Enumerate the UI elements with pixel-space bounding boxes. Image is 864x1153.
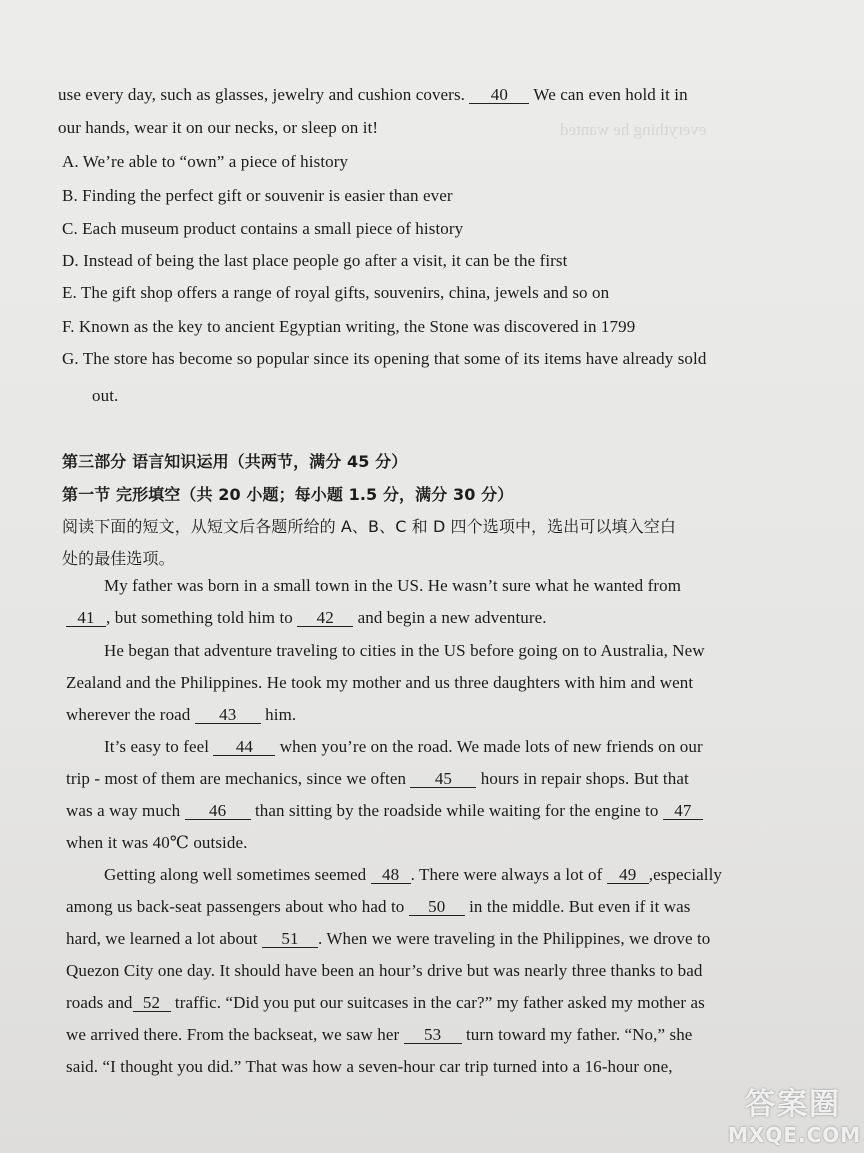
passage-p2-line-3: wherever the road 43 him.	[66, 705, 297, 724]
passage-p3-line-1: It’s easy to feel 44 when you’re on the road. We made lots of new friends on our	[104, 737, 703, 756]
blank-41[interactable]: 41	[66, 609, 106, 627]
blank-44[interactable]: 44	[213, 738, 275, 756]
option-e: E. The gift shop offers a range of royal gifts, souvenirs, china, jewels and so on	[62, 283, 610, 302]
passage-p4-line-3: hard, we learned a lot about 51 . When we were traveling in the Philippines, we drove to	[66, 929, 711, 948]
instruction-line-2: 处的最佳选项。	[62, 549, 175, 568]
passage-p4-line-7: said. “I thought you did.” That was how a seven-hour car trip turned into a 16-hour one,	[66, 1057, 673, 1076]
option-g-continued: out.	[92, 386, 119, 405]
blank-42[interactable]: 42	[297, 609, 353, 627]
passage-p4-line-1: Getting along well sometimes seemed 48 . There were always a lot of 49 ,especially	[104, 865, 723, 884]
passage-p1-line-2: 41 , but something told him to 42 and begin a new adventure.	[66, 608, 547, 628]
passage-p4-line-5: roads and 52 traffic. “Did you put our suitcases in the car?” my father asked my mother as	[66, 993, 705, 1012]
reading-line-2: our hands, wear it on our necks, or sleep on it!	[58, 118, 379, 137]
blank-51[interactable]: 51	[262, 930, 318, 948]
blank-45[interactable]: 45	[410, 770, 476, 788]
blank-46[interactable]: 46	[185, 802, 251, 820]
option-f: F. Known as the key to ancient Egyptian writing, the Stone was discovered in 1799	[62, 317, 636, 336]
passage-p4-line-4: Quezon City one day. It should have been an hour’s drive but was nearly three thanks to bad	[66, 961, 703, 980]
passage-p3-line-4: when it was 40℃ outside.	[66, 833, 248, 852]
option-b: B. Finding the perfect gift or souvenir is easier than ever	[62, 186, 453, 205]
blank-49[interactable]: 49	[607, 866, 649, 884]
blank-43[interactable]: 43	[195, 706, 261, 724]
site-watermark	[728, 1079, 862, 1149]
watermark-url: MXQE.COM	[728, 1123, 862, 1147]
option-c: C. Each museum product contains a small piece of history	[62, 219, 464, 238]
passage-p2-line-1: He began that adventure traveling to cities in the US before going on to Australia, New	[104, 641, 705, 660]
option-d: D. Instead of being the last place people go after a visit, it can be the first	[62, 251, 568, 270]
option-g: G. The store has become so popular since its opening that some of its items have already sold	[62, 349, 707, 368]
bleed-through: everything he wanted	[560, 120, 707, 139]
sub-title: 第一节 完形填空（共 20 小题；每小题 1.5 分，满分 30 分）	[62, 485, 514, 504]
reading-line-1: use every day, such as glasses, jewelry and cushion covers. 40 We can even hold it in	[58, 85, 688, 104]
instruction-line-1: 阅读下面的短文，从短文后各题所给的 A、B、C 和 D 四个选项中，选出可以填入空白	[62, 517, 676, 536]
blank-40[interactable]: 40	[469, 86, 529, 104]
passage-p4-line-6: we arrived there. From the backseat, we saw her 53 turn toward my father. “No,” she	[66, 1025, 693, 1044]
blank-47[interactable]: 47	[663, 802, 703, 820]
passage-p2-line-2: Zealand and the Philippines. He took my mother and us three daughters with him and went	[66, 673, 694, 692]
part-title: 第三部分 语言知识运用（共两节，满分 45 分）	[62, 452, 408, 471]
option-a: A. We’re able to “own” a piece of history	[62, 152, 349, 171]
passage-p1-line-1: My father was born in a small town in the US. He wasn’t sure what he wanted from	[104, 576, 682, 595]
blank-48[interactable]: 48	[371, 866, 411, 884]
passage-p3-line-3: was a way much 46 than sitting by the roadside while waiting for the engine to 47	[66, 801, 703, 821]
passage-p4-line-2: among us back-seat passengers about who had to 50 in the middle. But even if it was	[66, 897, 691, 916]
passage-p3-line-2: trip - most of them are mechanics, since we often 45 hours in repair shops. But that	[66, 769, 689, 788]
blank-52[interactable]: 52	[133, 994, 171, 1012]
blank-50[interactable]: 50	[409, 898, 465, 916]
watermark-logo-text: 答案圈	[745, 1087, 841, 1122]
blank-53[interactable]: 53	[404, 1026, 462, 1044]
